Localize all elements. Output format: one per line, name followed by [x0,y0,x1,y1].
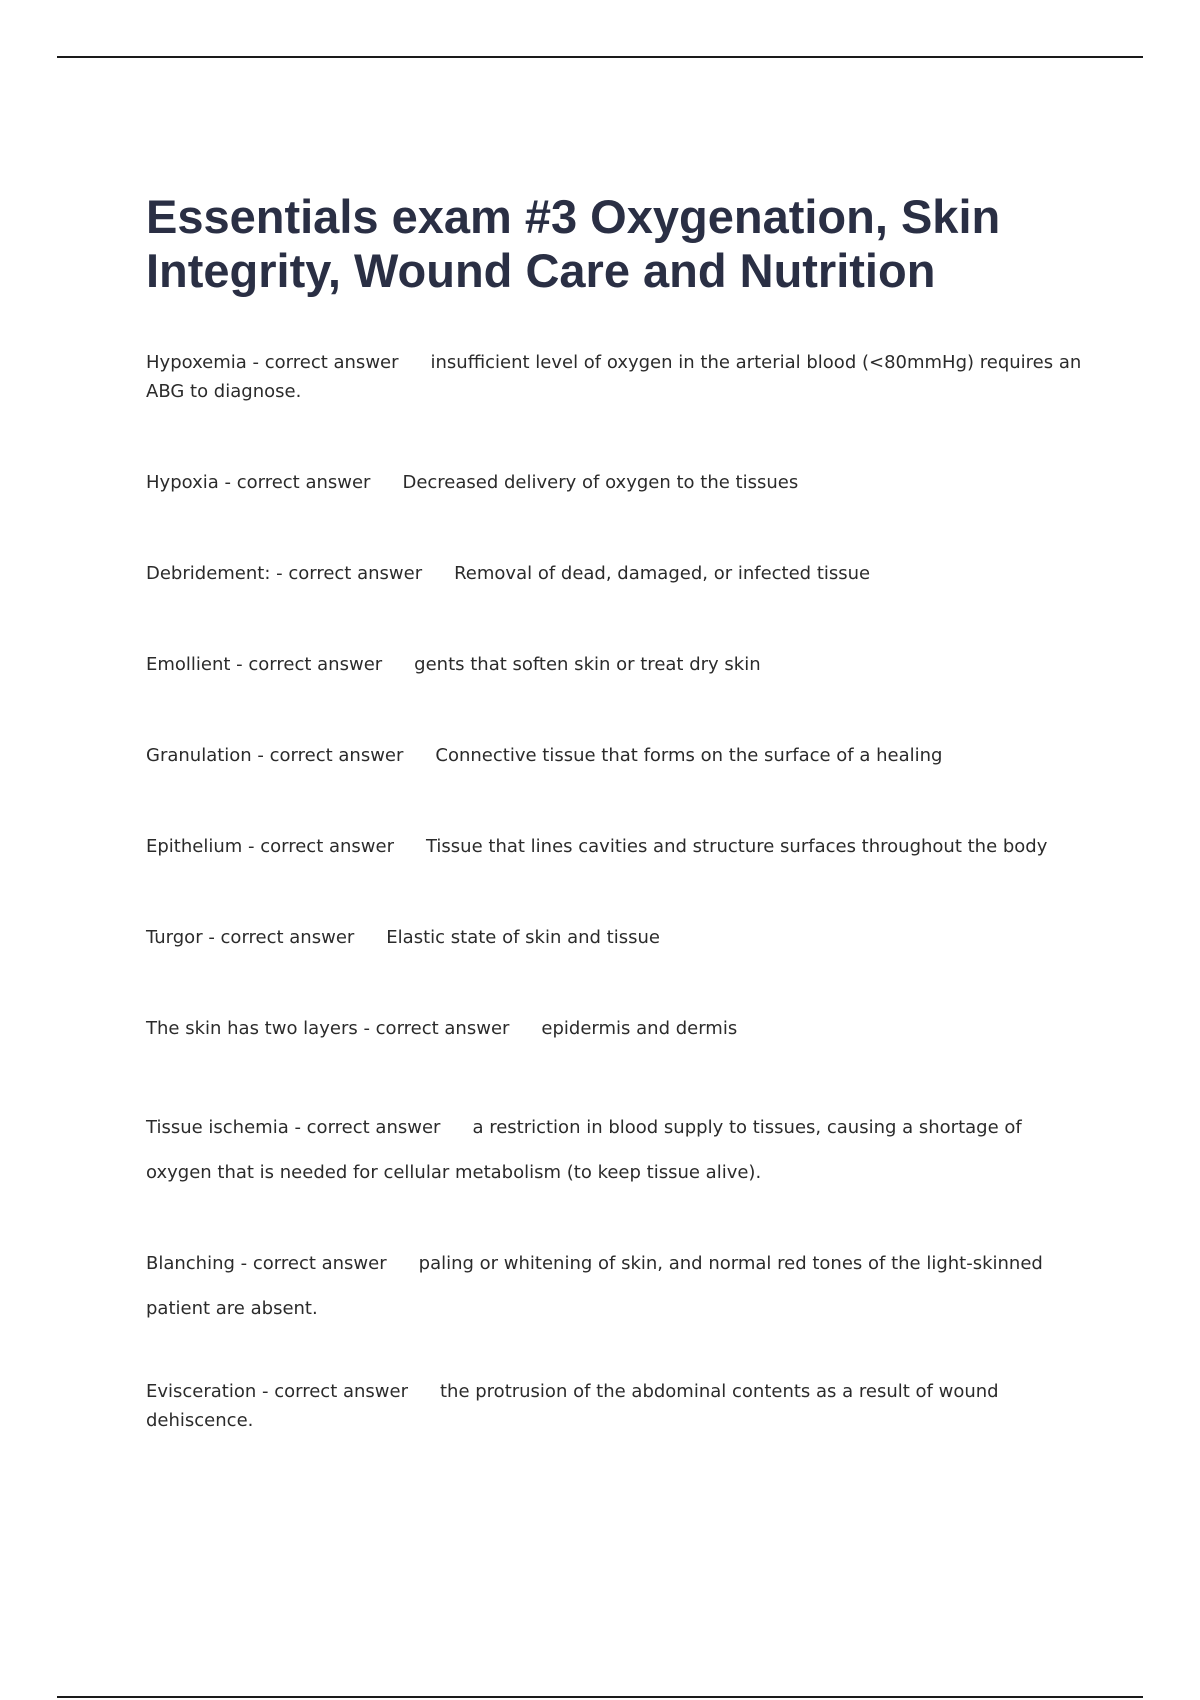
flashcard-item [146,832,1086,861]
document-title: Essentials exam #3 Oxygenation, Skin Integrity, Wound Care and Nutrition [146,190,1001,297]
card-term: Epithelium - correct answer [146,836,394,857]
card-term: Blanching - correct answer [146,1253,387,1274]
card-term: Hypoxia - correct answer [146,472,371,493]
flashcard-item [146,1014,1086,1043]
card-definition: Decreased delivery of oxygen to the tissues [402,472,799,493]
card-definition: paling or whitening of skin, and normal red tones of the light-skinned patient are absent. [146,1253,1043,1319]
flashcard-item [146,650,1086,679]
top-rule [57,56,1143,58]
flashcard-item [146,348,1086,406]
card-term: Tissue ischemia - correct answer [146,1117,441,1138]
card-definition: insufficient level of oxygen in the arterial blood (<80mmHg) requires an ABG to diagnose. [146,352,1082,402]
card-definition: Elastic state of skin and tissue [386,927,660,948]
content-area [146,190,1086,1497]
flashcard-item [146,1377,1086,1435]
flashcard-item [146,923,1086,952]
card-definition: Connective tissue that forms on the surface of a healing [435,745,943,766]
card-term: Granulation - correct answer [146,745,404,766]
flashcard-item [146,468,1086,497]
flashcard-item [146,1105,1086,1195]
flashcard-item [146,1241,1086,1331]
flashcard-item [146,741,1086,770]
card-term: Hypoxemia - correct answer [146,352,399,373]
flashcard-item [146,559,1086,588]
card-definition: gents that soften skin or treat dry skin [414,654,761,675]
flashcard-list [146,348,1086,1435]
card-term: Evisceration - correct answer [146,1381,408,1402]
bottom-rule [57,1696,1143,1698]
card-definition: the protrusion of the abdominal contents as a result of wound dehiscence. [146,1381,999,1431]
card-term: Debridement: - correct answer [146,563,423,584]
card-definition: Removal of dead, damaged, or infected tissue [454,563,871,584]
card-term: Emollient - correct answer [146,654,383,675]
card-definition: Tissue that lines cavities and structure surfaces throughout the body [425,836,1048,857]
card-term: Turgor - correct answer [146,927,355,948]
card-definition: epidermis and dermis [541,1018,738,1039]
card-term: The skin has two layers - correct answer [146,1018,510,1039]
card-definition: a restriction in blood supply to tissues, causing a shortage of oxygen that is needed for cellular metabolism (to keep tissue alive). [146,1117,1022,1183]
